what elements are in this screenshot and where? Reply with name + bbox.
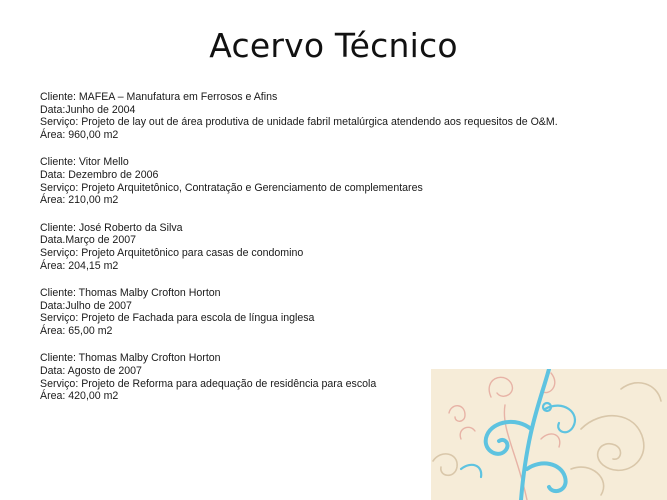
project-entry: [40, 91, 640, 142]
project-client: Cliente: MAFEA – Manufatura em Ferrosos e Afins: [40, 91, 278, 103]
project-date: Data:Junho de 2004: [40, 103, 136, 116]
project-service: Serviço: Projeto de Reforma para adequação de residência para escola: [40, 377, 377, 390]
project-service: Serviço: Projeto de lay out de área produtiva de unidade fabril metalúrgica atendendo aos requesitos de O&M.: [40, 116, 558, 129]
project-date: Data: Dezembro de 2006: [40, 169, 159, 182]
project-entry: [40, 222, 640, 273]
swirl-ornament-icon: [431, 369, 667, 500]
project-client: Cliente: Thomas Malby Crofton Horton: [40, 286, 221, 299]
project-service: Serviço: Projeto de Fachada para escola de língua inglesa: [40, 312, 315, 325]
project-client: Cliente: Thomas Malby Crofton Horton: [40, 352, 221, 365]
project-area: Área: 420,00 m2: [40, 390, 119, 403]
project-client: Cliente: José Roberto da Silva: [40, 221, 183, 234]
project-area: Área: 204,15 m2: [40, 259, 119, 272]
project-area: Área: 210,00 m2: [40, 194, 119, 207]
project-service: Serviço: Projeto Arquitetônico para casas de condomino: [40, 247, 304, 260]
decorative-swirl-panel: [431, 369, 667, 500]
project-client: Cliente: Vitor Mello: [40, 156, 129, 169]
project-area: Área: 960,00 m2: [40, 129, 119, 142]
project-entry: [40, 287, 640, 338]
project-service: Serviço: Projeto Arquitetônico, Contratação e Gerenciamento de complementares: [40, 181, 423, 194]
project-entry: [40, 156, 640, 207]
project-date: Data: Agosto de 2007: [40, 364, 142, 377]
project-area: Área: 65,00 m2: [40, 325, 113, 338]
slide-title: Acervo Técnico: [209, 26, 458, 65]
project-date: Data:Julho de 2007: [40, 299, 132, 312]
project-date: Data.Março de 2007: [40, 234, 136, 247]
